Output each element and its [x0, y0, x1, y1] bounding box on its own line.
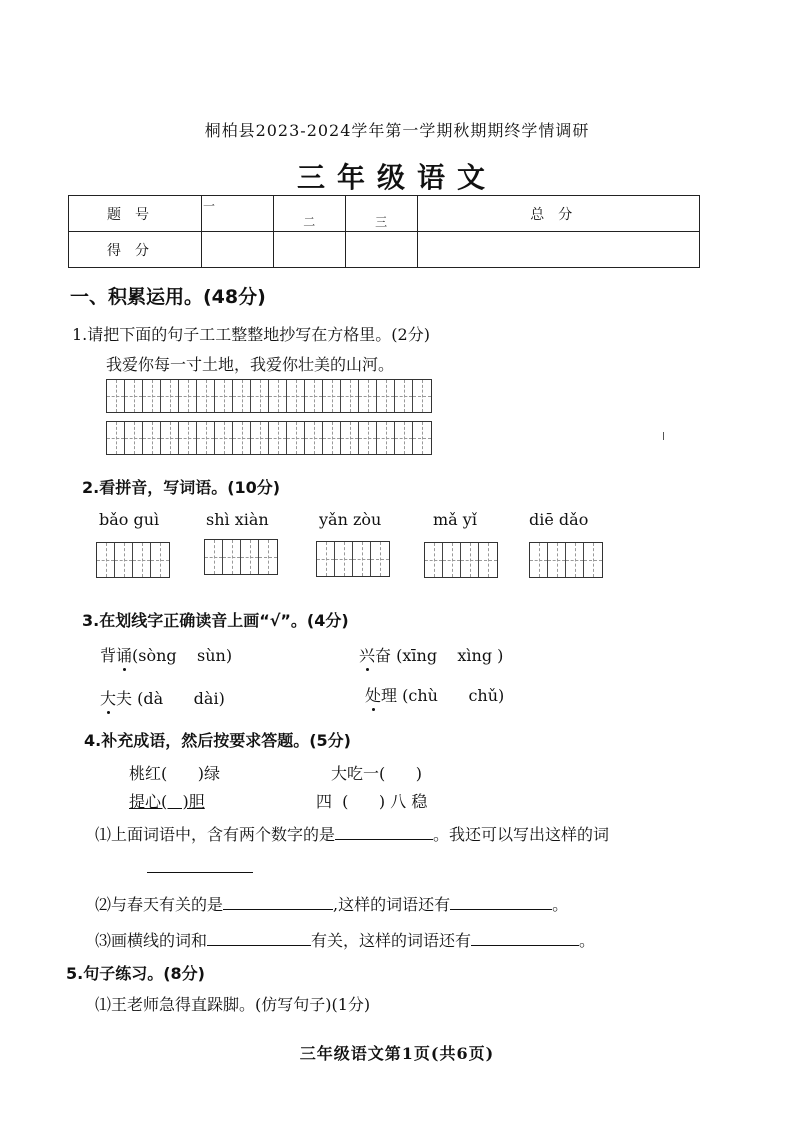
q5-prompt: 5.句子练习。(8分): [66, 964, 205, 983]
q4-sub1: [95, 822, 609, 845]
grid-cell[interactable]: [179, 422, 197, 454]
pinyin-3: yǎn zòu: [319, 510, 382, 529]
q4-sub3-text-c: 。: [579, 931, 596, 950]
grid-cell[interactable]: [251, 422, 269, 454]
grid-cell[interactable]: [161, 380, 179, 412]
q4-sub1-blank-2[interactable]: [147, 872, 253, 873]
stray-mark: [663, 432, 664, 440]
q4-sub2-blank-1[interactable]: [223, 893, 333, 910]
grid-cell[interactable]: [143, 422, 161, 454]
q3-item-1-reading[interactable]: (sòng sùn): [132, 646, 233, 665]
grid-cell[interactable]: [125, 422, 143, 454]
grid-cell[interactable]: [143, 380, 161, 412]
q3-item-3-reading[interactable]: (dà dài): [137, 689, 225, 708]
grid-cell[interactable]: [125, 380, 143, 412]
pinyin-grid-4[interactable]: [424, 542, 498, 578]
q3-item-4-post: 理: [381, 686, 398, 705]
q3-item-3: [100, 686, 225, 709]
cell-label-score: 得分: [69, 232, 202, 268]
idiom-3[interactable]: 提心( )胆: [129, 792, 205, 811]
grid-cell[interactable]: [359, 422, 377, 454]
pinyin-5: diē dǎo: [529, 510, 589, 529]
score-table: [68, 195, 700, 268]
q5-sub1: ⑴王老师急得直跺脚。(仿写句子)(1分): [95, 995, 371, 1014]
grid-cell[interactable]: [287, 422, 305, 454]
score-input-2[interactable]: [273, 232, 345, 268]
grid-cell[interactable]: [233, 422, 251, 454]
grid-cell[interactable]: [413, 380, 431, 412]
pinyin-1: bǎo guì: [99, 510, 160, 529]
cell-total: 总分: [417, 196, 699, 232]
exam-subtitle: 桐柏县2023-2024学年第一学期秋期期终学情调研: [204, 121, 590, 140]
grid-cell[interactable]: [233, 380, 251, 412]
grid-cell[interactable]: [323, 380, 341, 412]
q1-sentence: 我爱你每一寸土地，我爱你壮美的山河。: [106, 355, 395, 374]
q3-item-2-char: 兴: [359, 646, 376, 665]
pinyin-grid-1[interactable]: [96, 542, 170, 578]
pinyin-4: mǎ yǐ: [433, 510, 477, 529]
grid-cell[interactable]: [413, 422, 431, 454]
q3-item-1-char: 诵: [116, 646, 133, 665]
exam-title: 三年级语文: [296, 161, 497, 194]
grid-cell[interactable]: [287, 380, 305, 412]
q4-sub3-text-a: ⑶画横线的词和: [95, 931, 208, 950]
q3-item-2-reading[interactable]: (xīng xìng ): [396, 646, 504, 665]
grid-cell[interactable]: [215, 380, 233, 412]
grid-cell[interactable]: [323, 422, 341, 454]
score-table-row-score: [69, 232, 700, 268]
q3-item-3-char: 大: [100, 689, 117, 708]
grid-cell[interactable]: [197, 380, 215, 412]
pinyin-grid-2[interactable]: [204, 539, 278, 575]
q3-item-1-pre: 背: [100, 646, 117, 665]
section-heading-1: 一、积累运用。(48分): [70, 286, 266, 308]
score-table-row-header: [69, 196, 700, 232]
q4-sub1-text-a: ⑴上面词语中，含有两个数字的是: [95, 825, 336, 844]
q1-prompt: 1.请把下面的句子工工整整地抄写在方格里。(2分): [72, 325, 430, 344]
q4-sub3-text-b: 有关，这样的词语还有: [311, 931, 472, 950]
grid-cell[interactable]: [377, 380, 395, 412]
q4-sub2-text-c: 。: [552, 895, 569, 914]
grid-cell[interactable]: [341, 380, 359, 412]
page-footer: 三年级语文第1页(共6页): [299, 1044, 495, 1063]
pinyin-2: shì xiàn: [206, 510, 269, 529]
q4-sub3-blank-2[interactable]: [471, 929, 579, 946]
q3-prompt: 3.在划线字正确读音上画“√”。(4分): [82, 611, 349, 630]
q4-sub2-text-b: ,这样的词语还有: [333, 895, 451, 914]
grid-cell[interactable]: [179, 380, 197, 412]
q4-sub2-text-a: ⑵与春天有关的是: [95, 895, 224, 914]
idiom-1[interactable]: 桃红( )绿: [129, 764, 221, 783]
q4-sub1-text-b: 。我还可以写出这样的词: [433, 825, 610, 844]
copy-grid-row-2[interactable]: [106, 421, 432, 455]
q4-sub3-blank-1[interactable]: [207, 929, 311, 946]
cell-section-2: 二: [273, 196, 345, 232]
grid-cell[interactable]: [395, 422, 413, 454]
pinyin-grid-5[interactable]: [529, 542, 603, 578]
q3-item-3-post: 夫: [116, 689, 133, 708]
grid-cell[interactable]: [161, 422, 179, 454]
copy-grid-row-1[interactable]: [106, 379, 432, 413]
pinyin-grid-3[interactable]: [316, 541, 390, 577]
idiom-2[interactable]: 大吃一( ): [331, 764, 423, 783]
q3-item-2: [359, 643, 503, 666]
cell-section-3: 三: [345, 196, 417, 232]
q4-sub1-blank-1[interactable]: [335, 823, 433, 840]
q4-sub2: [95, 892, 568, 915]
grid-cell[interactable]: [377, 422, 395, 454]
score-input-1[interactable]: [202, 232, 274, 268]
q3-item-2-post: 奋: [375, 646, 392, 665]
q4-sub3: [95, 928, 595, 951]
cell-label-question-number: 题号: [69, 196, 202, 232]
score-input-3[interactable]: [345, 232, 417, 268]
grid-cell[interactable]: [251, 380, 269, 412]
grid-cell[interactable]: [107, 422, 125, 454]
grid-cell[interactable]: [215, 422, 233, 454]
grid-cell[interactable]: [359, 380, 377, 412]
q4-prompt: 4.补充成语，然后按要求答题。(5分): [84, 731, 351, 750]
idiom-4[interactable]: 四 ( ) 八 稳: [316, 792, 428, 811]
grid-cell[interactable]: [197, 422, 215, 454]
grid-cell[interactable]: [305, 422, 323, 454]
q3-item-4-reading[interactable]: (chù chǔ): [402, 686, 505, 705]
cell-section-1: 一: [202, 196, 274, 232]
score-input-total[interactable]: [417, 232, 699, 268]
grid-cell[interactable]: [269, 380, 287, 412]
grid-cell[interactable]: [341, 422, 359, 454]
q3-item-4: [365, 683, 504, 706]
grid-cell[interactable]: [107, 380, 125, 412]
q3-item-4-char: 处: [365, 686, 382, 705]
q3-item-1: [100, 643, 232, 666]
grid-cell[interactable]: [395, 380, 413, 412]
q2-prompt: 2.看拼音，写词语。(10分): [82, 478, 281, 497]
grid-cell[interactable]: [269, 422, 287, 454]
grid-cell[interactable]: [305, 380, 323, 412]
q4-sub2-blank-2[interactable]: [450, 893, 552, 910]
